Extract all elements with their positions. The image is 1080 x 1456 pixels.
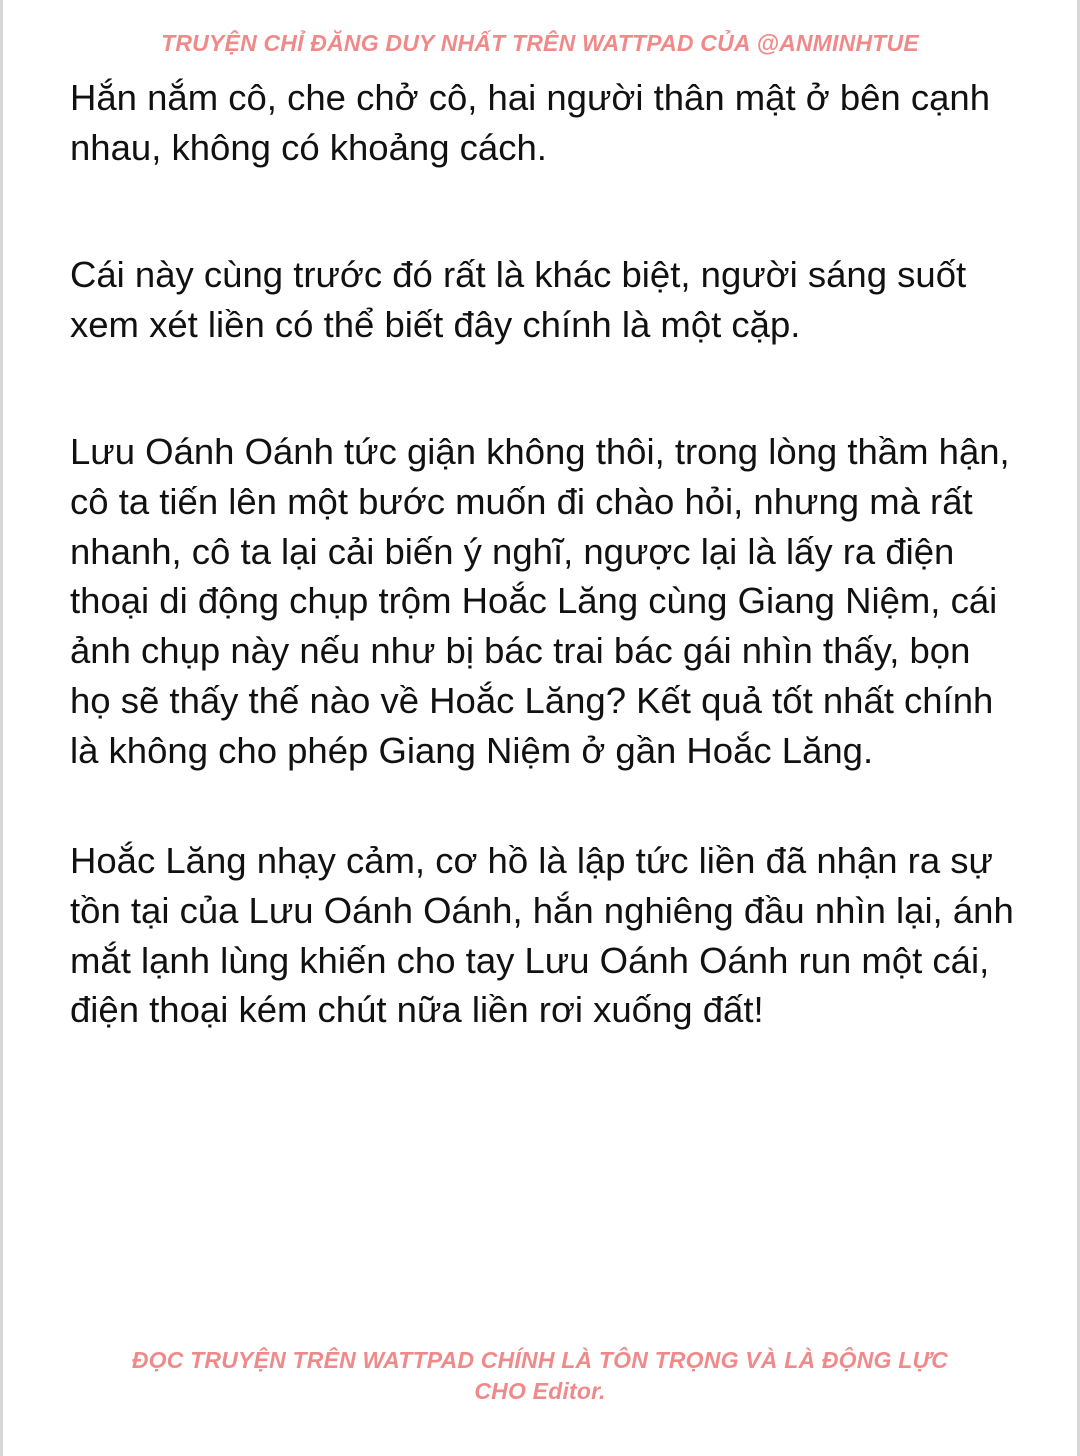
watermark-bottom-line-2: CHO Editor. [474, 1378, 606, 1404]
watermark-top: TRUYỆN CHỈ ĐĂNG DUY NHẤT TRÊN WATTPAD CỦA @ANMINHTUE [161, 30, 919, 56]
paragraph-3: Lưu Oánh Oánh tức giận không thôi, trong lòng thầm hận, cô ta tiến lên một bước muốn đi chào hỏi, nhưng mà rất nhanh, cô ta lại cải biến ý nghĩ, ngược lại là lấy ra điện thoại di động chụp trộm Hoắc Lăng cùng Giang Niệm, cái ảnh chụp này nếu như bị bác trai bác gái nhìn thấy, bọn họ sẽ thấy thế nào về Hoắc Lăng? Kết quả tốt nhất chính là không cho phép Giang Niệm ở gần Hoắc Lăng. [70, 431, 1010, 771]
paragraph-2: Cái này cùng trước đó rất là khác biệt, người sáng suốt xem xét liền có thể biết đây chính là một cặp. [70, 254, 967, 345]
watermark-bottom [43, 1345, 1037, 1407]
paragraph-4: Hoắc Lăng nhạy cảm, cơ hồ là lập tức liền đã nhận ra sự tồn tại của Lưu Oánh Oánh, hắn nghiêng đầu nhìn lại, ánh mắt lạnh lùng khiến cho tay Lưu Oánh Oánh run một cái, điện thoại kém chút nữa liền rơi xuống đất! [70, 840, 1014, 1031]
watermark-bottom-line-1: ĐỌC TRUYỆN TRÊN WATTPAD CHÍNH LÀ TÔN TRỌNG VÀ LÀ ĐỘNG LỰC [131, 1347, 949, 1373]
paragraph-1: Hắn nắm cô, che chở cô, hai người thân mật ở bên cạnh nhau, không có khoảng cách. [70, 77, 991, 168]
